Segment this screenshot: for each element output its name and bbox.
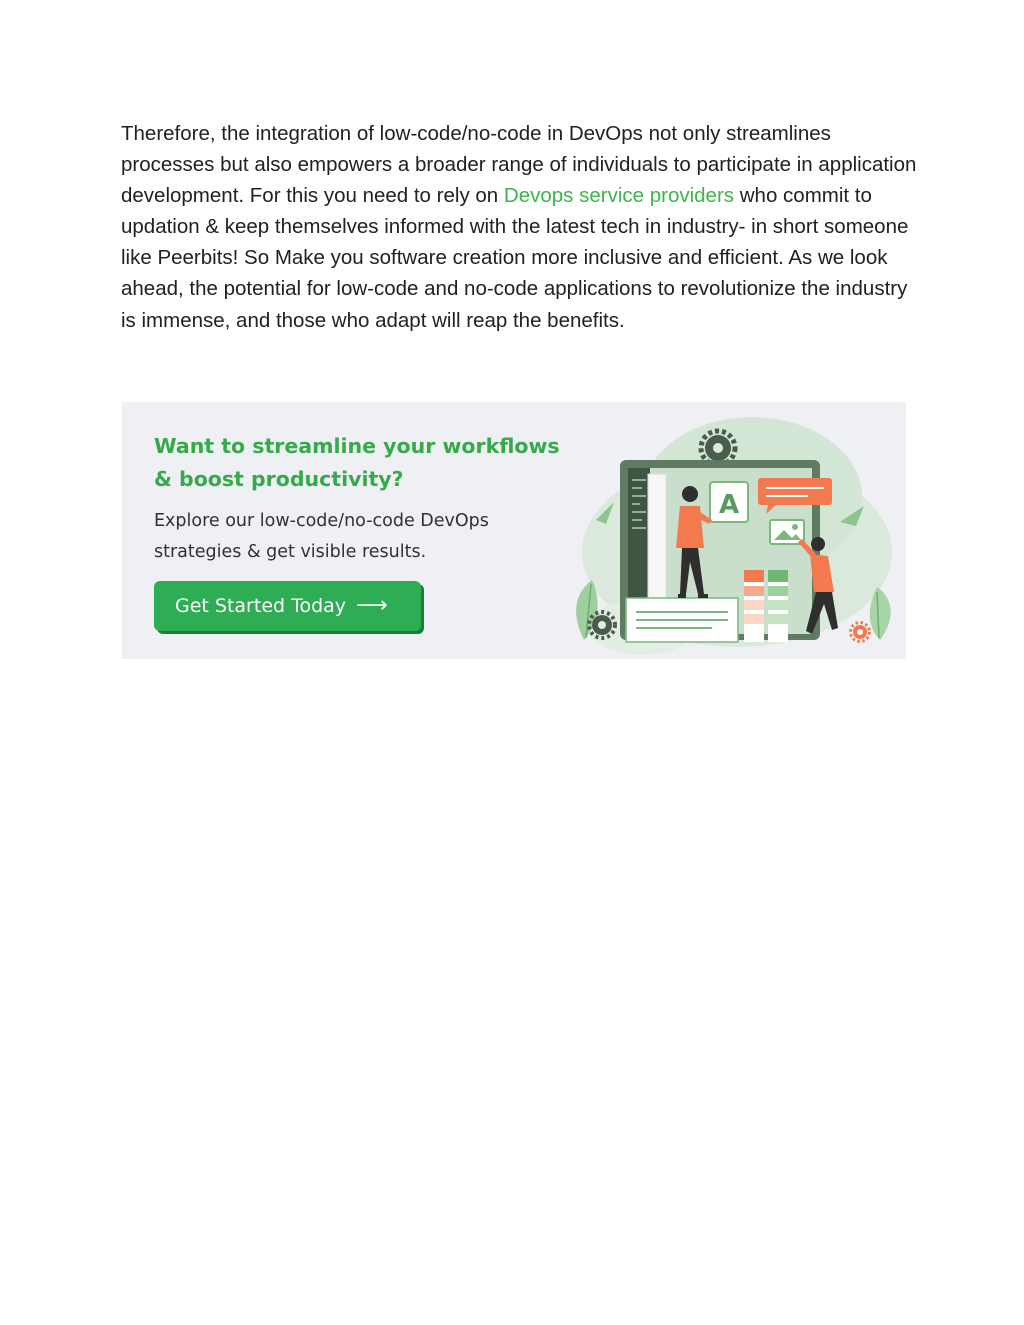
banner-heading-line-2: & boost productivity? — [154, 467, 404, 491]
letter-a: A — [718, 490, 740, 520]
banner-sub-line-2: strategies & get visible results. — [154, 542, 427, 562]
letter-card — [710, 482, 748, 522]
paragraph-text-start: Therefore, the integration of low-code/no-code in DevOps not only streamlines processes but also empowers a broader range of individuals to participate in application development. For this you need to rely on — [121, 122, 917, 208]
cta-banner[interactable] — [122, 402, 906, 659]
get-started-button[interactable] — [154, 581, 421, 631]
devops-service-providers-link[interactable]: Devops service providers — [503, 184, 735, 208]
arrow-right-icon: ⟶ — [356, 593, 388, 618]
image-placeholder-icon — [770, 520, 804, 544]
banner-heading-line-1: Want to streamline your workflows — [154, 434, 560, 458]
banner-sub-line-1: Explore our low-code/no-code DevOps — [154, 511, 489, 531]
banner-subheading — [154, 506, 584, 568]
banner-heading — [154, 430, 584, 496]
document-card — [626, 598, 738, 642]
paragraph-text-end: who commit to updation & keep themselves informed with the latest tech in industry- in short someone like Peerbits! So Make you software creation more inclusive and efficient. As we look ahead, the potential for low-code and no-code applications to revolutionize the industry is immense, and those who adapt will reap the benefits. — [121, 184, 909, 332]
get-started-label: Get Started Today — [175, 595, 347, 617]
devops-illustration — [562, 402, 906, 659]
gear-bottom-right-icon — [851, 623, 870, 642]
body-paragraph — [121, 118, 921, 336]
